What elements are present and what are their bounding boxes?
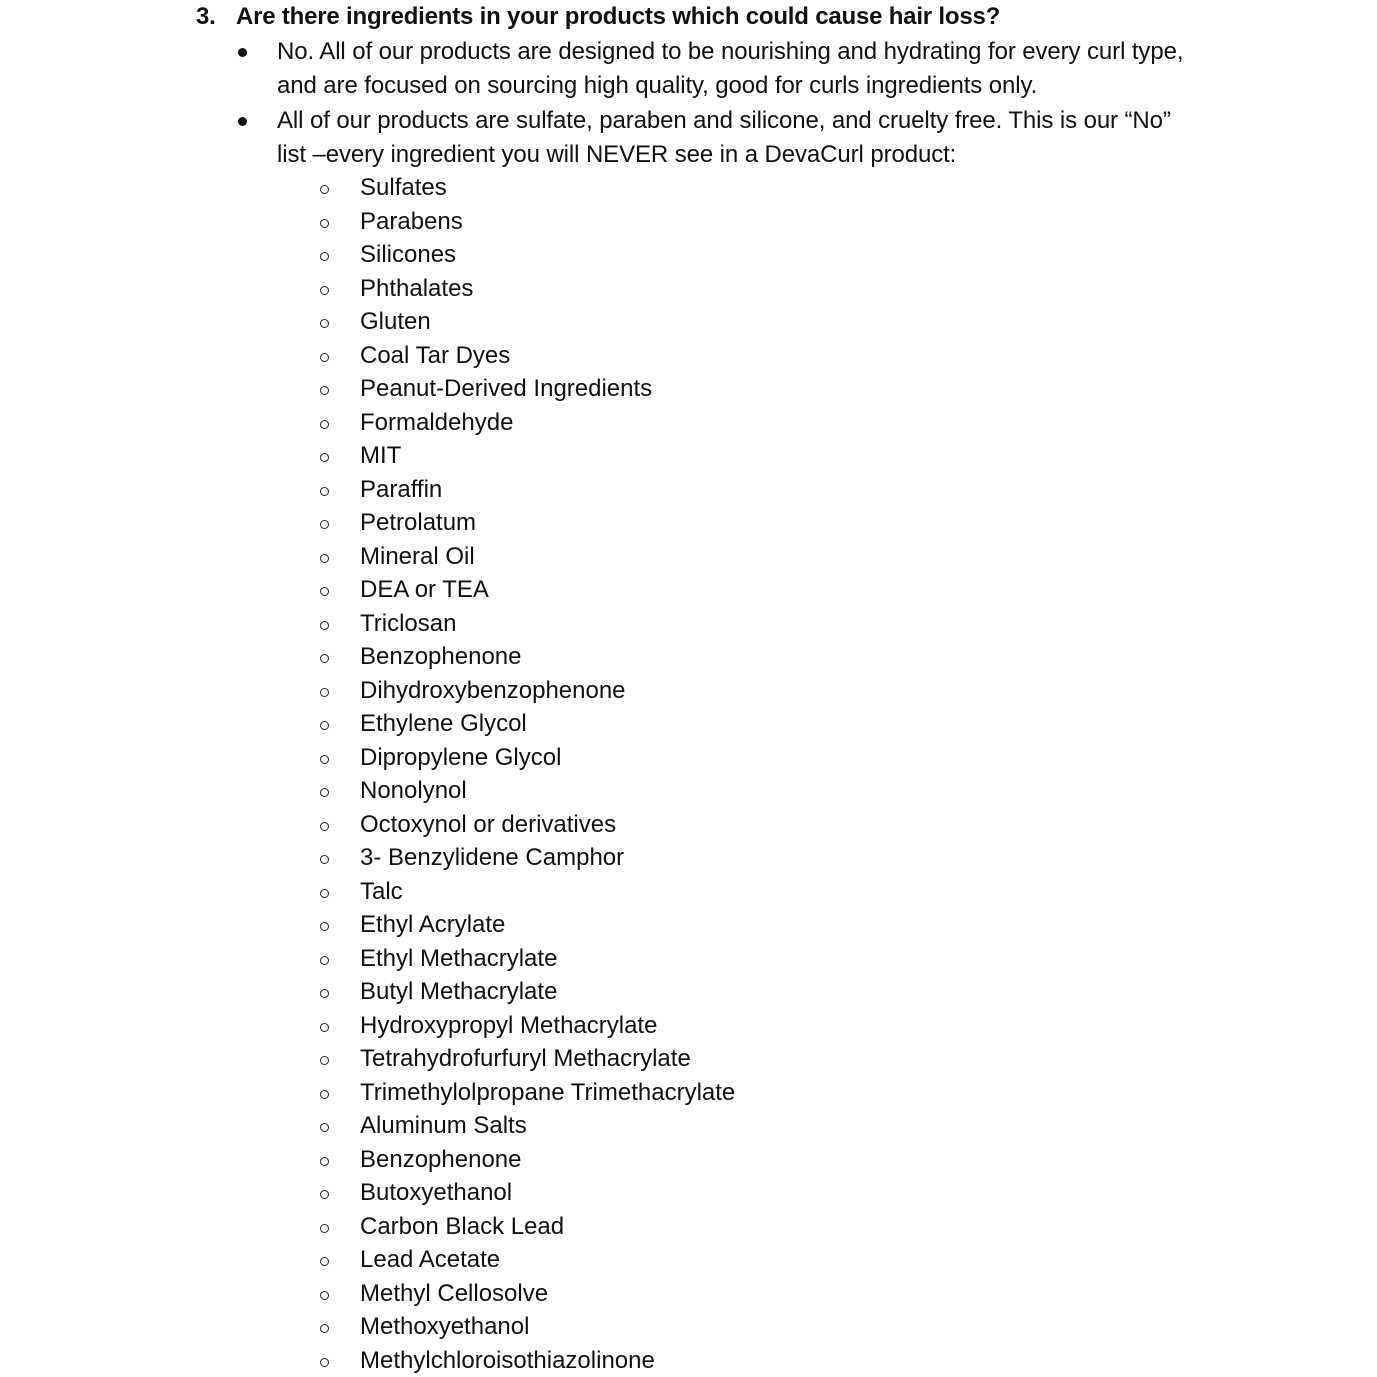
hollow-bullet-icon — [320, 621, 329, 630]
hollow-bullet-icon — [320, 1224, 329, 1233]
question-number: 3. — [196, 3, 216, 30]
ingredient-label: Paraffin — [360, 475, 443, 503]
hollow-bullet-icon — [320, 956, 329, 965]
hollow-bullet-icon — [320, 554, 329, 563]
ingredient-label: Nonolynol — [360, 777, 467, 804]
ingredient-label: Aluminum Salts — [360, 1112, 527, 1139]
bullet-icon — [238, 48, 247, 57]
ingredient-label: Peanut-Derived Ingredients — [360, 375, 653, 402]
hollow-bullet-icon — [320, 1090, 329, 1099]
ingredient-label: Dipropylene Glycol — [360, 743, 562, 771]
ingredient-label: 3- Benzylidene Camphor — [360, 844, 625, 871]
hollow-bullet-icon — [320, 587, 329, 596]
hollow-bullet-icon — [320, 185, 329, 194]
question-heading — [196, 2, 1000, 32]
ingredient-label: Petrolatum — [360, 509, 477, 536]
hollow-bullet-icon — [320, 453, 329, 462]
ingredient-label: Tetrahydrofurfuryl Methacrylate — [360, 1045, 691, 1072]
ingredient-label: Methoxyethanol — [360, 1313, 530, 1340]
hollow-bullet-icon — [320, 688, 329, 697]
hollow-bullet-icon — [320, 353, 329, 362]
ingredient-label: Butoxyethanol — [360, 1179, 513, 1206]
hollow-bullet-icon — [320, 822, 329, 831]
hollow-bullet-icon — [320, 386, 329, 395]
hollow-bullet-icon — [320, 252, 329, 261]
hollow-bullet-icon — [320, 989, 329, 998]
hollow-bullet-icon — [320, 721, 329, 730]
hollow-bullet-icon — [320, 1023, 329, 1032]
ingredient-label: Parabens — [360, 207, 463, 235]
ingredient-label: Carbon Black Lead — [360, 1212, 565, 1240]
hollow-bullet-icon — [320, 1157, 329, 1166]
hollow-bullet-icon — [320, 1324, 329, 1333]
ingredient-label: Phthalates — [360, 274, 474, 302]
bullet-icon — [238, 117, 247, 126]
hollow-bullet-icon — [320, 755, 329, 764]
hollow-bullet-icon — [320, 922, 329, 931]
hollow-bullet-icon — [320, 1190, 329, 1199]
bullet-text: No. All of our products are designed to be nourishing and hydrating for every curl type, and are focused on sourcing high quality, good for curls ingredients only. — [277, 38, 1184, 99]
ingredient-label: Talc — [360, 877, 403, 905]
ingredient-label: Trimethylolpropane Trimethacrylate — [360, 1078, 736, 1106]
ingredient-label: Methyl Cellosolve — [360, 1279, 549, 1307]
hollow-bullet-icon — [320, 286, 329, 295]
hollow-bullet-icon — [320, 219, 329, 228]
hollow-bullet-icon — [320, 889, 329, 898]
ingredient-label: Hydroxypropyl Methacrylate — [360, 1011, 658, 1039]
ingredient-label: Ethyl Methacrylate — [360, 944, 558, 972]
ingredient-label: Gluten — [360, 308, 431, 335]
hollow-bullet-icon — [320, 420, 329, 429]
ingredient-label: DEA or TEA — [360, 576, 489, 603]
ingredient-label: Octoxynol or derivatives — [360, 810, 617, 838]
question-text: Are there ingredients in your products which could cause hair loss? — [236, 3, 1001, 30]
ingredient-label: MIT — [360, 442, 402, 469]
ingredient-label: Methylchloroisothiazolinone — [360, 1346, 655, 1374]
ingredient-label: Coal Tar Dyes — [360, 341, 511, 369]
ingredient-label: Sulfates — [360, 174, 447, 201]
hollow-bullet-icon — [320, 855, 329, 864]
hollow-bullet-icon — [320, 1056, 329, 1065]
hollow-bullet-icon — [320, 319, 329, 328]
bullet-text: All of our products are sulfate, paraben and silicone, and cruelty free. This is our “No” list –every ingredient you will NEVER see in a DevaCurl product: — [277, 107, 1171, 168]
hollow-bullet-icon — [320, 1257, 329, 1266]
ingredient-label: Formaldehyde — [360, 408, 514, 436]
hollow-bullet-icon — [320, 487, 329, 496]
ingredient-label: Ethyl Acrylate — [360, 911, 506, 938]
ingredient-label: Lead Acetate — [360, 1246, 501, 1273]
hollow-bullet-icon — [320, 1358, 329, 1367]
ingredient-label: Ethylene Glycol — [360, 710, 527, 737]
hollow-bullet-icon — [320, 1291, 329, 1300]
ingredient-label: Mineral Oil — [360, 542, 475, 570]
ingredient-label: Butyl Methacrylate — [360, 978, 558, 1005]
hollow-bullet-icon — [320, 788, 329, 797]
ingredient-label: Silicones — [360, 241, 457, 268]
ingredient-label: Benzophenone — [360, 643, 522, 670]
hollow-bullet-icon — [320, 654, 329, 663]
hollow-bullet-icon — [320, 1123, 329, 1132]
ingredient-label: Triclosan — [360, 609, 457, 637]
ingredient-label: Benzophenone — [360, 1145, 522, 1173]
ingredient-label: Dihydroxybenzophenone — [360, 676, 626, 704]
hollow-bullet-icon — [320, 520, 329, 529]
